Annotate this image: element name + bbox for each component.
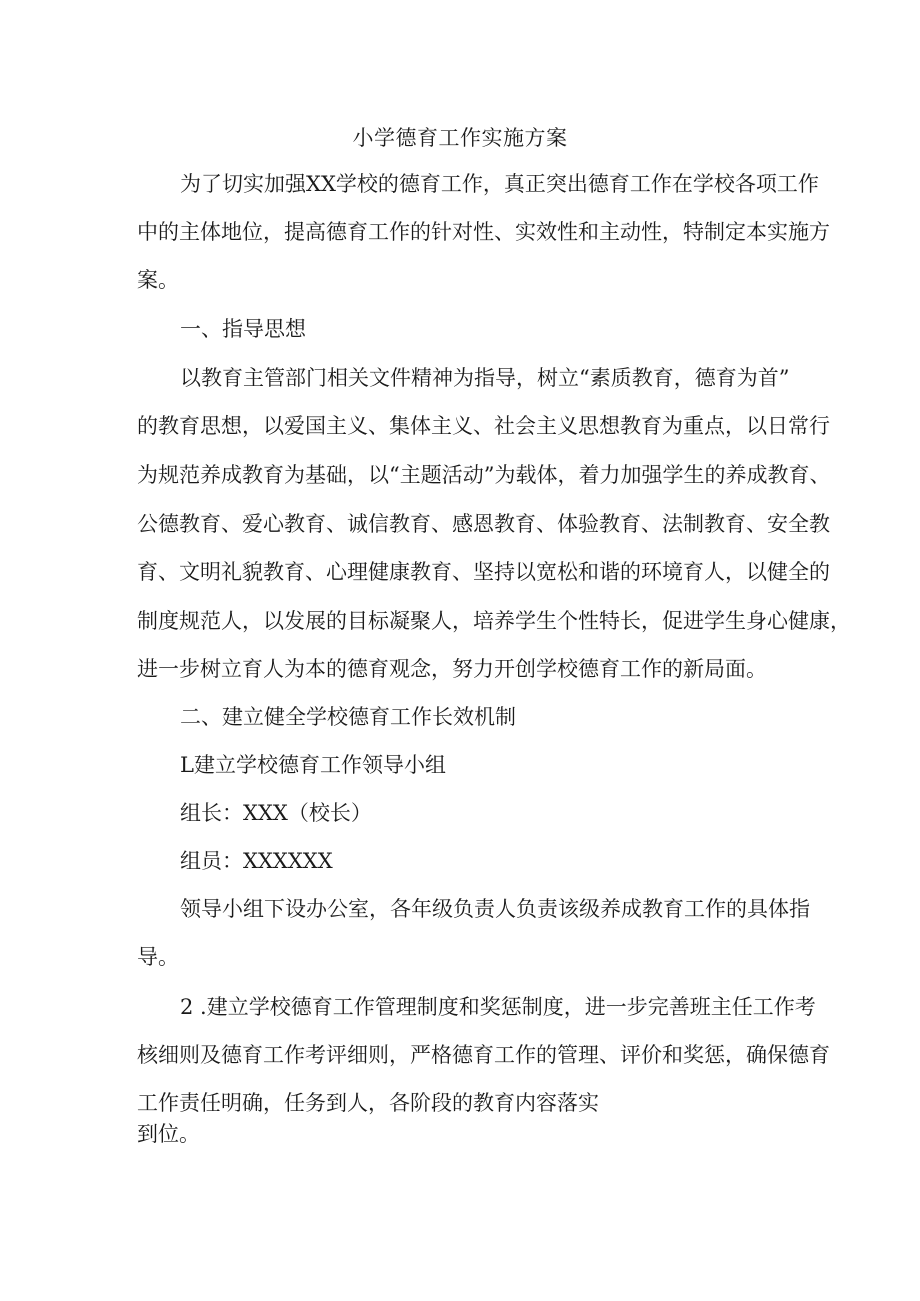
paragraph-line: 进一步树立育人为本的德育观念，努力开创学校德育工作的新局面。 bbox=[137, 657, 767, 681]
paragraph-line: 案。 bbox=[137, 268, 179, 292]
list-item: 组长：XXX（校长） bbox=[180, 801, 372, 825]
paragraph-line: 为了切实加强XX学校的德育工作，真正突出德育工作在学校各项工作 bbox=[180, 172, 819, 196]
paragraph-line: 育、文明礼貌教育、心理健康教育、坚持以宽松和谐的环境育人，以健全的 bbox=[137, 560, 830, 584]
section-heading: 一、指导思想 bbox=[180, 317, 306, 341]
section-heading: 二、建立健全学校德育工作长效机制 bbox=[180, 705, 516, 729]
document-title: 小学德育工作实施方案 bbox=[352, 126, 568, 150]
paragraph-line: 导。 bbox=[137, 945, 179, 969]
paragraph-line: 的教育思想，以爱国主义、集体主义、社会主义思想教育为重点，以日常行 bbox=[137, 414, 830, 438]
paragraph-line: 2 .建立学校德育工作管理制度和奖惩制度，进一步完善班主任工作考 bbox=[180, 995, 816, 1019]
paragraph-line: 核细则及德育工作考评细则，严格德育工作的管理、评价和奖惩，确保德育 bbox=[137, 1043, 830, 1067]
paragraph-line: 中的主体地位，提高德育工作的针对性、实效性和主动性，特制定本实施方 bbox=[137, 220, 830, 244]
paragraph-line: 领导小组下设办公室，各年级负责人负责该级养成教育工作的具体指 bbox=[180, 897, 810, 921]
paragraph-line: 到位。 bbox=[137, 1122, 200, 1146]
paragraph-line: 工作责任明确，任务到人，各阶段的教育内容落实 bbox=[137, 1091, 599, 1115]
paragraph-line: 制度规范人，以发展的目标凝聚人，培养学生个性特长，促进学生身心健康， bbox=[137, 609, 851, 633]
paragraph-line: 为规范养成教育为基础，以“主题活动”为载体，着力加强学生的养成教育、 bbox=[137, 463, 831, 487]
list-item: L建立学校德育工作领导小组 bbox=[180, 753, 446, 777]
paragraph-line: 公德教育、爱心教育、诚信教育、感恩教育、体验教育、法制教育、安全教 bbox=[137, 512, 830, 536]
list-item: 组员：XXXXXX bbox=[180, 849, 333, 873]
paragraph-line: 以教育主管部门相关文件精神为指导，树立“素质教育，德育为首” bbox=[180, 366, 790, 390]
